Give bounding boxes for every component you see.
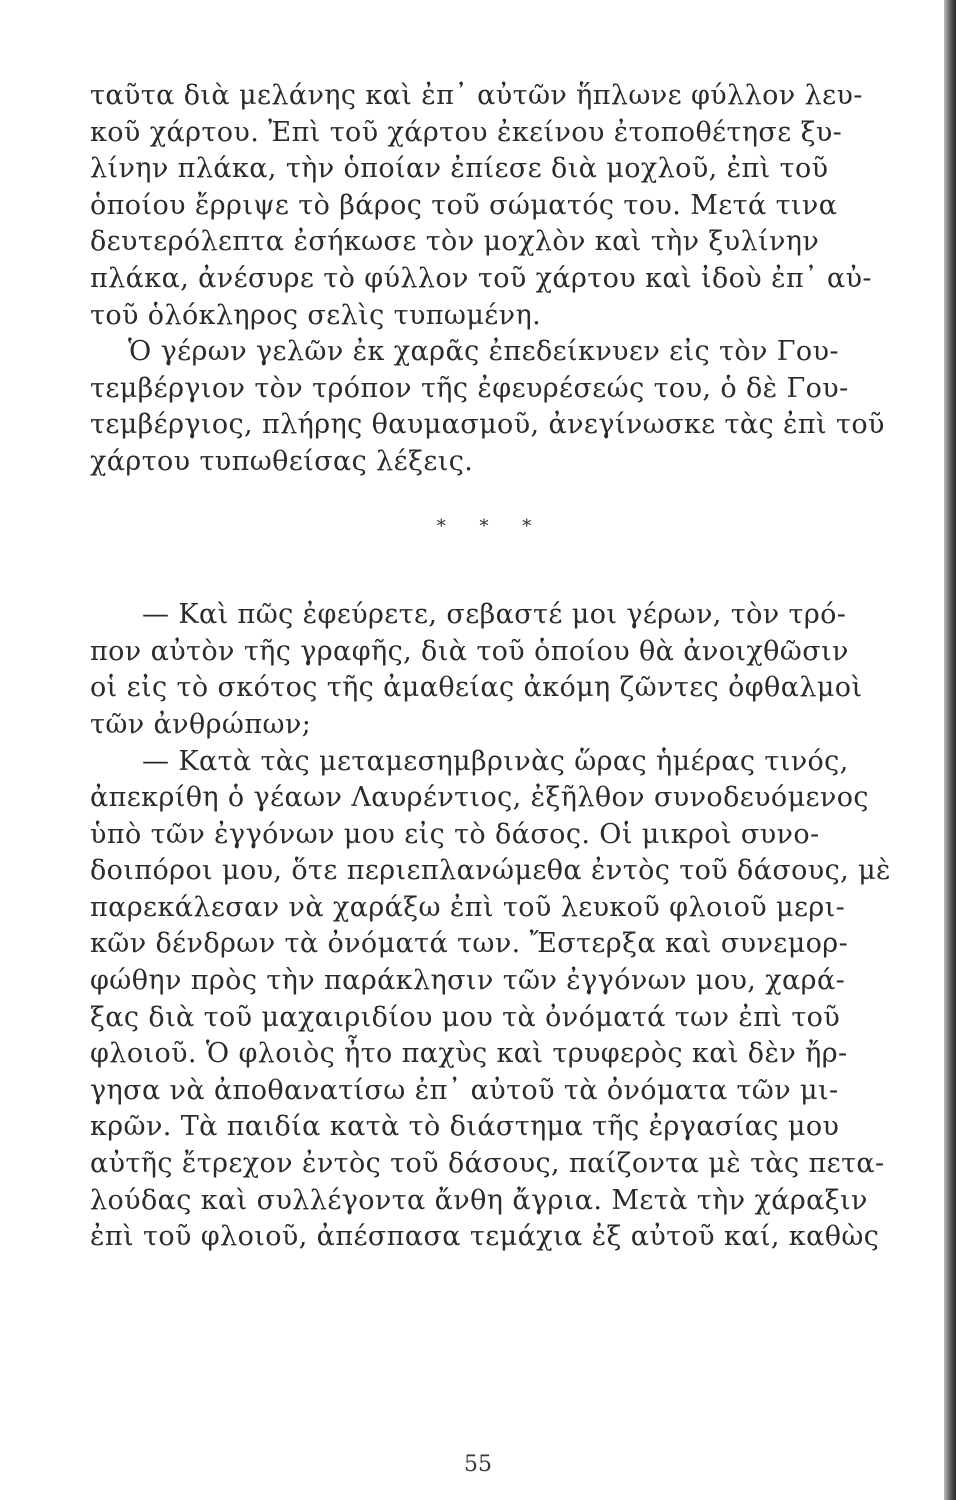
text-line: ὑπὸ τῶν ἐγγόνων μου εἰς τὸ δάσος. Οἱ μικροὶ συνο- <box>90 818 820 850</box>
text-line: χάρτου τυπωθείσας λέξεις. <box>90 445 474 477</box>
text-line: λίνην πλάκα, τὴν ὁποίαν ἐπίεσε διὰ μοχλοῦ, ἐπὶ τοῦ <box>90 153 829 185</box>
text-line: αὐτῆς ἔτρεχον ἐντὸς τοῦ δάσους, παίζοντα μὲ τὰς πετα- <box>90 1148 885 1180</box>
paragraph-2 <box>90 334 885 480</box>
text-line: — Καὶ πῶς ἐφεύρετε, σεβαστέ μοι γέρων, τὸν τρό- <box>142 599 847 631</box>
text-line: δευτερόλεπτα ἐσήκωσε τὸν μοχλὸν καὶ τὴν ξυλίνην <box>90 226 820 258</box>
text-line: τεμβέργιος, πλήρης θαυμασμοῦ, ἀνεγίνωσκε τὰς ἐπὶ τοῦ <box>90 409 885 441</box>
text-line: τῶν ἀνθρώπων; <box>90 708 312 740</box>
text-line: ξας διὰ τοῦ μαχαιριδίου μου τὰ ὀνόματά των ἐπὶ τοῦ <box>90 1001 841 1033</box>
paragraph-4 <box>90 744 891 1256</box>
text-line: λούδας καὶ συλλέγοντα ἄνθη ἄγρια. Μετὰ τὴν χάραξιν <box>90 1184 868 1216</box>
text-line: τεμβέργιον τὸν τρόπον τῆς ἐφευρέσεώς του, ὁ δὲ Γου- <box>90 372 849 404</box>
text-line: πον αὐτὸν τῆς γραφῆς, διὰ τοῦ ὁποίου θὰ ἀνοιχθῶσιν <box>90 635 849 667</box>
text-line: ἀπεκρίθη ὁ γέαων Λαυρέντιος, ἐξῆλθον συνοδευόμενος <box>90 782 869 814</box>
text-line: φώθην πρὸς τὴν παράκλησιν τῶν ἐγγόνων μου, χαρά- <box>90 965 846 997</box>
text-line: τοῦ ὁλόκληρος σελὶς τυπωμένη. <box>90 299 542 331</box>
page-edge-shadow <box>944 0 956 1500</box>
section-separator: * * * <box>436 515 546 537</box>
text-line: ἐπὶ τοῦ φλοιοῦ, ἀπέσπασα τεμάχια ἐξ αὐτοῦ καί, καθὼς <box>90 1221 880 1253</box>
paragraph-1 <box>90 78 878 334</box>
text-line: κοῦ χάρτου. Ἐπὶ τοῦ χάρτου ἐκείνου ἐτοποθέτησε ξυ- <box>90 116 843 148</box>
text-line: ὁποίου ἔρριψε τὸ βάρος τοῦ σώματός του. Μετά τινα <box>90 189 838 221</box>
text-line: δοιπόροι μου, ὅτε περιεπλανώμεθα ἐντὸς τοῦ δάσους, μὲ <box>90 855 891 887</box>
book-page <box>90 78 891 1256</box>
paragraph-3 <box>90 597 878 743</box>
text-line: κῶν δένδρων τὰ ὀνόματά των. Ἔστερξα καὶ συνεμορ- <box>90 928 849 960</box>
text-line: — Κατὰ τὰς μεταμεσημβρινὰς ὥρας ἡμέρας τινός, <box>142 745 849 777</box>
text-line: παρεκάλεσαν νὰ χαράξω ἐπὶ τοῦ λευκοῦ φλοιοῦ μερι- <box>90 891 846 923</box>
page-number: 55 <box>464 1452 492 1477</box>
text-line: κρῶν. Τὰ παιδία κατὰ τὸ διάστημα τῆς ἐργασίας μου <box>90 1111 840 1143</box>
text-line: γησα νὰ ἀποθανατίσω ἐπ᾽ αὐτοῦ τὰ ὀνόματα τῶν μι- <box>90 1074 839 1106</box>
text-line: φλοιοῦ. Ὁ φλοιὸς ἦτο παχὺς καὶ τρυφερὸς καὶ δὲν ἤρ- <box>90 1038 848 1070</box>
text-line: ταῦτα διὰ μελάνης καὶ ἐπ᾽ αὐτῶν ἥπλωνε φύλλον λευ- <box>90 80 863 111</box>
text-line: Ὁ γέρων γελῶν ἐκ χαρᾶς ἐπεδείκνυεν εἰς τὸν Γου- <box>128 336 839 368</box>
text-line: οἱ εἰς τὸ σκότος τῆς ἀμαθείας ἀκόμη ζῶντες ὀφθαλμοὶ <box>90 672 863 704</box>
text-line: πλάκα, ἀνέσυρε τὸ φύλλον τοῦ χάρτου καὶ ἰδοὺ ἐπ᾽ αὐ- <box>90 262 872 294</box>
